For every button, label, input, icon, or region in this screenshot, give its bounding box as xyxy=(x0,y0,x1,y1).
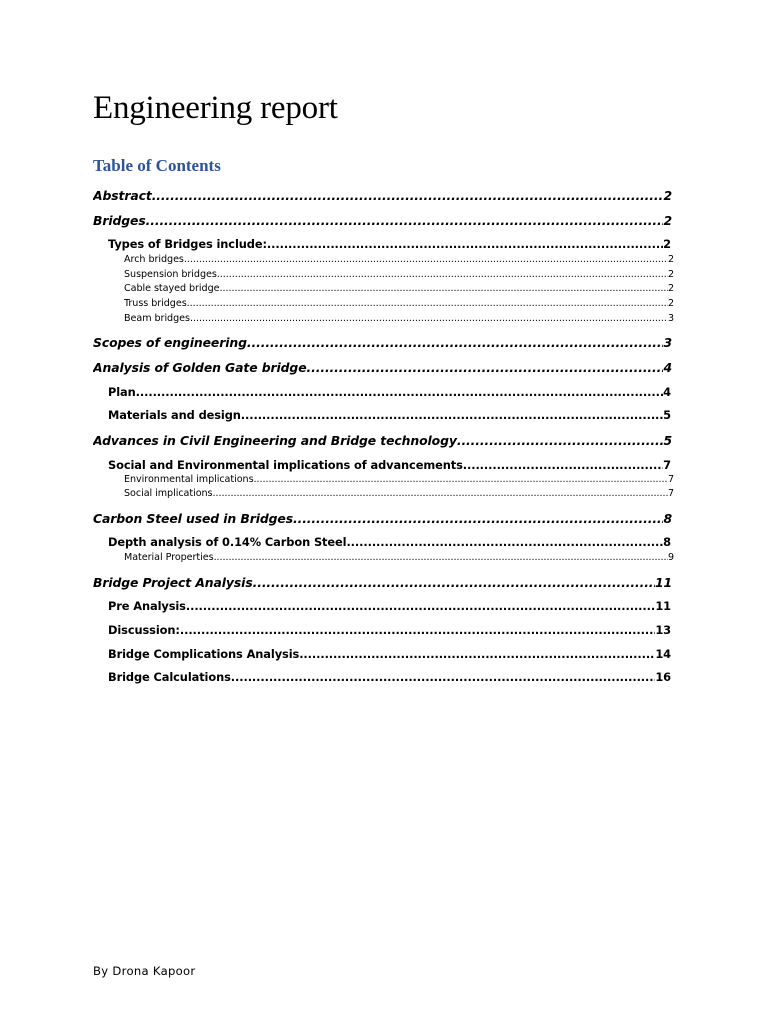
toc-entry-discussion[interactable] xyxy=(108,622,671,638)
toc-page-number: 3 xyxy=(663,335,672,350)
toc-dot-leader xyxy=(293,510,663,528)
toc-entry-label: Suspension bridges xyxy=(124,269,217,280)
toc-page-number: 5 xyxy=(663,408,671,422)
toc-dot-leader xyxy=(267,236,663,252)
toc-dot-leader xyxy=(346,534,663,550)
toc-page-number: 16 xyxy=(655,670,671,684)
toc-entry-plan[interactable] xyxy=(108,384,671,400)
toc-entry-bridge-complications-analysis[interactable] xyxy=(108,646,671,662)
toc-entry-label: Bridge Project Analysis xyxy=(93,575,253,590)
toc-dot-leader xyxy=(180,622,655,638)
toc-dot-leader xyxy=(152,187,664,205)
toc-entry-social-implications[interactable] xyxy=(124,487,674,500)
toc-entry-suspension-bridges[interactable] xyxy=(124,268,674,281)
toc-entry-label: Bridges xyxy=(93,213,146,228)
toc-entry-environmental-implications[interactable] xyxy=(124,473,674,486)
toc-page-number: 3 xyxy=(667,313,674,324)
toc-entry-label: Bridge Calculations xyxy=(108,670,231,684)
toc-entry-truss-bridges[interactable] xyxy=(124,297,674,310)
toc-entry-bridges[interactable] xyxy=(93,212,672,230)
toc-entry-material-properties[interactable] xyxy=(124,551,674,564)
toc-page-number: 5 xyxy=(663,433,672,448)
toc-entry-label: Types of Bridges include: xyxy=(108,237,267,251)
toc-page-number: 2 xyxy=(667,254,674,265)
toc-entry-label: Discussion: xyxy=(108,623,180,637)
toc-entry-label: Bridge Complications Analysis xyxy=(108,647,300,661)
toc-page-number: 9 xyxy=(667,552,674,563)
toc-dot-leader xyxy=(463,457,663,473)
toc-entry-bridge-project-analysis[interactable] xyxy=(93,574,672,592)
toc-entry-depth-analysis-carbon-steel[interactable] xyxy=(108,534,671,550)
toc-dot-leader xyxy=(231,669,656,685)
toc-dot-leader xyxy=(219,282,667,295)
toc-page-number: 13 xyxy=(655,623,671,637)
toc-entry-label: Analysis of Golden Gate bridge xyxy=(93,360,307,375)
toc-dot-leader xyxy=(247,334,664,352)
toc-entry-label: Advances in Civil Engineering and Bridge technology xyxy=(93,433,457,448)
toc-dot-leader xyxy=(187,297,668,310)
toc-dot-leader xyxy=(146,212,664,230)
toc-dot-leader xyxy=(299,646,655,662)
toc-entry-materials-and-design[interactable] xyxy=(108,407,671,423)
toc-entry-label: Abstract xyxy=(93,188,152,203)
toc-page-number: 8 xyxy=(663,535,671,549)
toc-page-number: 2 xyxy=(667,298,674,309)
toc-entry-label: Environmental implications xyxy=(124,474,254,485)
toc-page-number: 11 xyxy=(655,599,671,613)
toc-entry-label: Depth analysis of 0.14% Carbon Steel xyxy=(108,535,347,549)
toc-entry-arch-bridges[interactable] xyxy=(124,253,674,266)
toc-entry-label: Social and Environmental implications of advancements xyxy=(108,458,463,472)
toc-page-number: 7 xyxy=(667,488,674,499)
toc-entry-advances-civil-engineering[interactable] xyxy=(93,432,672,450)
toc-dot-leader xyxy=(217,268,668,281)
toc-page-number: 2 xyxy=(667,269,674,280)
toc-dot-leader xyxy=(241,407,663,423)
toc-entry-label: Material Properties xyxy=(124,552,214,563)
toc-entry-label: Cable stayed bridge xyxy=(124,283,220,294)
document-title: Engineering report xyxy=(93,90,338,126)
toc-dot-leader xyxy=(307,359,664,377)
toc-dot-leader xyxy=(457,432,664,450)
toc-entry-golden-gate-analysis[interactable] xyxy=(93,359,672,377)
toc-dot-leader xyxy=(253,574,655,592)
toc-entry-label: Plan xyxy=(108,385,136,399)
toc-page-number: 2 xyxy=(667,283,674,294)
toc-entry-label: Truss bridges xyxy=(124,298,187,309)
toc-page-number: 4 xyxy=(663,385,671,399)
toc-dot-leader xyxy=(136,384,664,400)
toc-entry-types-of-bridges[interactable] xyxy=(108,236,671,252)
toc-entry-carbon-steel[interactable] xyxy=(93,510,672,528)
toc-page-number: 4 xyxy=(663,360,672,375)
toc-entry-beam-bridges[interactable] xyxy=(124,312,674,325)
toc-dot-leader xyxy=(184,253,668,266)
toc-entry-cable-stayed-bridge[interactable] xyxy=(124,282,674,295)
toc-entry-pre-analysis[interactable] xyxy=(108,598,671,614)
toc-entry-label: Carbon Steel used in Bridges xyxy=(93,511,293,526)
toc-dot-leader xyxy=(190,312,668,325)
toc-page-number: 11 xyxy=(654,575,672,590)
toc-entry-label: Materials and design xyxy=(108,408,241,422)
toc-page-number: 2 xyxy=(663,188,672,203)
toc-entry-label: Arch bridges xyxy=(124,254,184,265)
toc-entry-social-environmental-implications[interactable] xyxy=(108,457,671,473)
toc-dot-leader xyxy=(186,598,655,614)
toc-page-number: 2 xyxy=(663,213,672,228)
toc-page-number: 14 xyxy=(655,647,671,661)
toc-dot-leader xyxy=(213,487,668,500)
toc-entry-bridge-calculations[interactable] xyxy=(108,669,671,685)
toc-entry-label: Scopes of engineering xyxy=(93,335,247,350)
toc-dot-leader xyxy=(254,473,668,486)
toc-dot-leader xyxy=(214,551,668,564)
toc-heading: Table of Contents xyxy=(93,156,221,175)
toc-page-number: 8 xyxy=(663,511,672,526)
toc-entry-label: Beam bridges xyxy=(124,313,190,324)
toc-entry-abstract[interactable] xyxy=(93,187,672,205)
author-byline: By Drona Kapoor xyxy=(93,964,196,978)
toc-entry-label: Pre Analysis xyxy=(108,599,186,613)
toc-entry-label: Social implications xyxy=(124,488,213,499)
toc-page-number: 7 xyxy=(663,458,671,472)
toc-page-number: 2 xyxy=(663,237,671,251)
toc-page-number: 7 xyxy=(667,474,674,485)
toc-entry-scopes-of-engineering[interactable] xyxy=(93,334,672,352)
